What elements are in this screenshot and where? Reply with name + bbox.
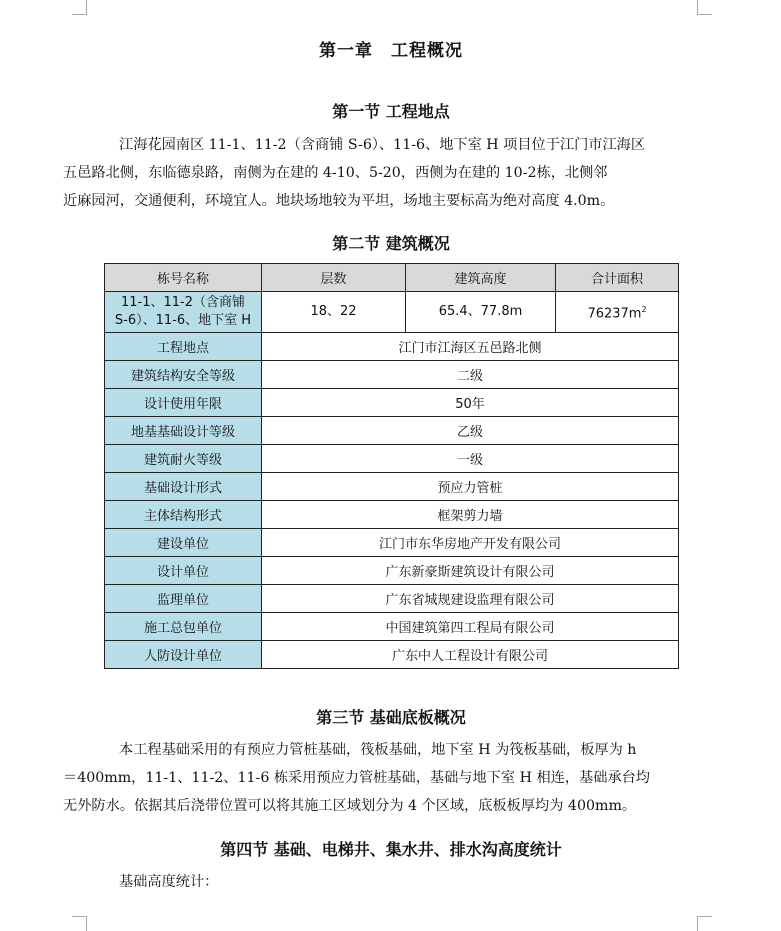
- row-value: 框架剪力墙: [262, 501, 679, 529]
- section1-line2: 五邑路北侧，东临德泉路，南侧为在建的 4-10、5-20，西侧为在建的 10-2栋，北侧邻: [63, 165, 608, 181]
- floors-cell: 18、22: [262, 292, 406, 333]
- area-value: 76237m: [587, 306, 642, 322]
- table-row: [105, 417, 679, 445]
- page-corner-mark: [72, 916, 87, 931]
- section1-line3: 近麻园河，交通便利，环境宜人。地块场地较为平坦，场地主要标高为绝对高度 4.0m。: [63, 193, 615, 209]
- section1-paragraph: [63, 131, 691, 215]
- table-row: [105, 473, 679, 501]
- building-info-table: [104, 263, 679, 669]
- row-label: 工程地点: [105, 333, 262, 361]
- table-row: [105, 292, 679, 333]
- height-cell: 65.4、77.8m: [406, 292, 556, 333]
- row-value: 广东省城规建设监理有限公司: [262, 585, 679, 613]
- row-value: 广东新豪斯建筑设计有限公司: [262, 557, 679, 585]
- table-row: [105, 389, 679, 417]
- page-corner-mark: [72, 0, 87, 15]
- section2-title: 第二节 建筑概况: [332, 234, 450, 253]
- page-corner-mark: [697, 0, 712, 15]
- row-label: 人防设计单位: [105, 641, 262, 669]
- building-name-cell: [105, 292, 262, 333]
- section3-line1: 本工程基础采用的有预应力管桩基础，筏板基础，地下室 H 为筏板基础，板厚为 h: [119, 742, 637, 758]
- table-row: [105, 361, 679, 389]
- header-cell: 建筑高度: [406, 264, 556, 292]
- section4-paragraph: 基础高度统计：: [119, 874, 219, 890]
- table-row: [105, 557, 679, 585]
- chapter-title: 第一章 工程概况: [319, 41, 463, 61]
- row-label: 建设单位: [105, 529, 262, 557]
- row-label: 地基基础设计等级: [105, 417, 262, 445]
- table-row: [105, 641, 679, 669]
- row-value: 一级: [262, 445, 679, 473]
- table-row: [105, 613, 679, 641]
- row-value: 预应力管桩: [262, 473, 679, 501]
- row-value: 二级: [262, 361, 679, 389]
- row-value: 50年: [262, 389, 679, 417]
- table-row: [105, 445, 679, 473]
- building-name-line: S-6）、11-6、地下室 H: [114, 313, 252, 328]
- row-value: 广东中人工程设计有限公司: [262, 641, 679, 669]
- table-row: [105, 585, 679, 613]
- section4-title: 第四节 基础、电梯井、集水井、排水沟高度统计: [220, 840, 562, 859]
- area-unit-superscript: 2: [641, 304, 647, 314]
- row-label: 基础设计形式: [105, 473, 262, 501]
- table-row: [105, 529, 679, 557]
- building-name-line: 11-1、11-2（含商铺: [120, 295, 245, 310]
- section3-paragraph: [63, 736, 691, 820]
- page-corner-mark: [697, 916, 712, 931]
- row-label: 设计单位: [105, 557, 262, 585]
- row-value: 江门市东华房地产开发有限公司: [262, 529, 679, 557]
- header-cell: 层数: [262, 264, 406, 292]
- row-value: 乙级: [262, 417, 679, 445]
- table-header-row: [105, 264, 679, 292]
- row-label: 施工总包单位: [105, 613, 262, 641]
- section3-line2: ＝400mm，11-1、11-2、11-6 栋采用预应力管桩基础，基础与地下室 H 相连，基础承台均: [63, 770, 650, 786]
- section3-title: 第三节 基础底板概况: [316, 708, 466, 727]
- row-label: 建筑结构安全等级: [105, 361, 262, 389]
- area-cell: [556, 292, 679, 333]
- table-row: [105, 333, 679, 361]
- row-value: 中国建筑第四工程局有限公司: [262, 613, 679, 641]
- row-label: 监理单位: [105, 585, 262, 613]
- row-label: 设计使用年限: [105, 389, 262, 417]
- row-value: 江门市江海区五邑路北侧: [262, 333, 679, 361]
- header-cell: 栋号名称: [105, 264, 262, 292]
- row-label: 主体结构形式: [105, 501, 262, 529]
- row-label: 建筑耐火等级: [105, 445, 262, 473]
- section1-title: 第一节 工程地点: [332, 102, 450, 121]
- section3-line3: 无外防水。依据其后浇带位置可以将其施工区域划分为 4 个区域，底板板厚均为 400mm。: [63, 798, 637, 814]
- table-row: [105, 501, 679, 529]
- header-cell: 合计面积: [556, 264, 679, 292]
- section1-line1: 江海花园南区 11-1、11-2（含商铺 S-6）、11-6、地下室 H 项目位于江门市江海区: [119, 137, 646, 153]
